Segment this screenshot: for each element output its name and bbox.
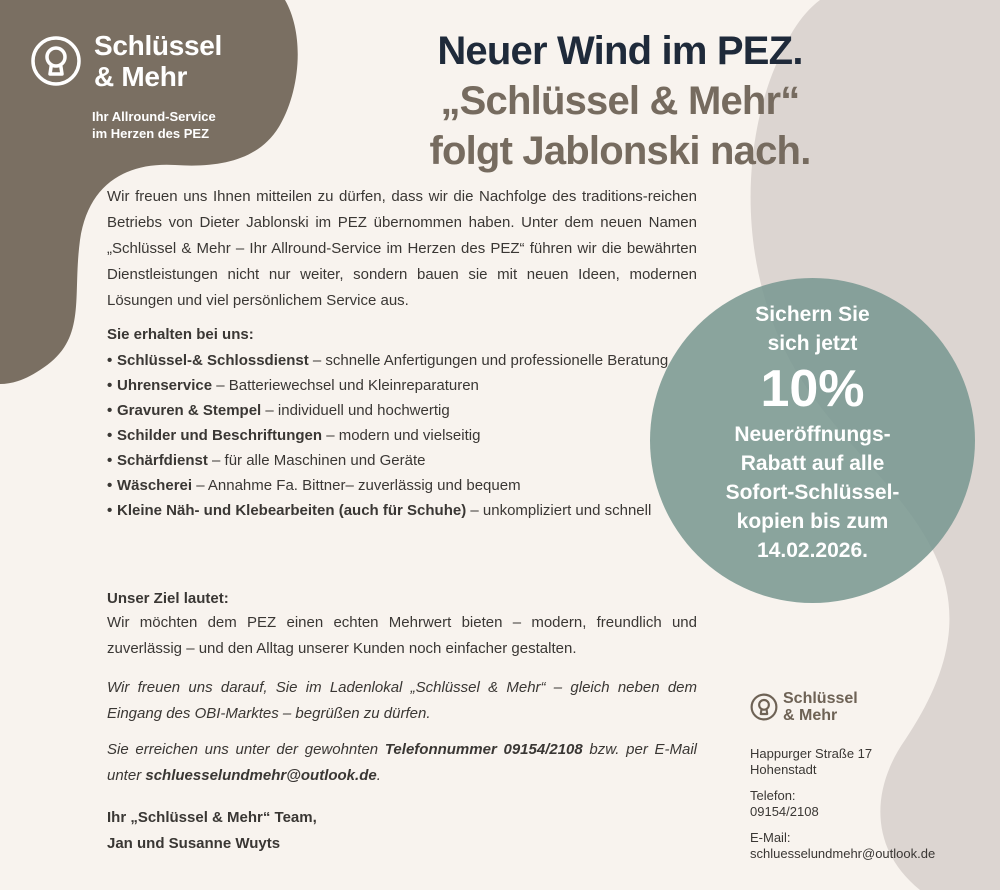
service-desc: – schnelle Anfertigungen und professionelle Beratung [308, 352, 669, 369]
brand-name-line2: & Mehr [94, 61, 188, 92]
promo-line6: kopien bis zum [736, 510, 889, 533]
contact-logo [750, 690, 990, 724]
promo-text [650, 300, 975, 565]
promo-line5: Sofort-Schlüssel- [725, 481, 900, 504]
headline-line3: folgt Jablonski nach. [429, 129, 811, 173]
reach-mid: bzw. per E-Mail unter [107, 741, 698, 784]
brand-tagline [92, 108, 270, 142]
headline-line2: „Schlüssel & Mehr“ [440, 79, 800, 123]
contact-street: Happurger Straße 17 [750, 746, 873, 761]
brand-logo [30, 30, 270, 142]
contact-block [750, 690, 990, 862]
reach-text [107, 737, 697, 789]
promo-line4: Rabatt auf alle [740, 452, 885, 475]
service-name: Schlüssel-& Schlossdienst [117, 352, 309, 369]
promo-circle [650, 278, 975, 603]
contact-brand-name [783, 690, 858, 724]
promo-line1: Sichern Sie [755, 303, 870, 326]
contact-email[interactable]: schluesselundmehr@outlook.de [750, 846, 936, 861]
service-item [107, 348, 707, 373]
reach-email: schluesselundmehr@outlook.de [145, 767, 377, 784]
service-desc: – individuell und hochwertig [261, 402, 450, 419]
promo-line3: Neueröffnungs- [734, 423, 891, 446]
service-item [107, 473, 707, 498]
promo-percent: 10% [760, 360, 865, 418]
reach-post: . [376, 767, 381, 784]
service-item [107, 398, 707, 423]
service-item [107, 423, 707, 448]
service-name: Schilder und Beschriftungen [117, 427, 323, 444]
keyhole-icon [750, 693, 778, 721]
signature-line1: Ihr „Schlüssel & Mehr“ Team, [107, 809, 317, 826]
service-desc: – Annahme Fa. Bittner– zuverlässig und bequem [192, 477, 521, 494]
brand-name-line1: Schlüssel [94, 30, 223, 61]
intro-paragraph: Wir freuen uns Ihnen mitteilen zu dürfen, dass wir die Nachfolge des traditions-reichen Betriebs von Dieter Jablonski im PEZ übernommen haben. Unter dem neuen Namen „Schlüssel & Mehr – Ihr Allround-Service im Herzen des PEZ“ führen wir die bewährten Dienstleistungen nicht nur weiter, sondern bauen sie mit neuen Ideen, modernen Lösungen und viel persönlichem Service aus. [107, 188, 697, 309]
goal-heading: Unser Ziel lautet: [107, 590, 229, 607]
contact-brand-line1: Schlüssel [783, 690, 858, 707]
service-desc: – für alle Maschinen und Geräte [207, 452, 426, 469]
service-item [107, 498, 707, 523]
service-name: Uhrenservice [117, 377, 213, 394]
contact-phone-label: Telefon: [750, 788, 796, 803]
signature [107, 805, 317, 857]
brand-name [94, 30, 222, 92]
contact-city: Hohenstadt [750, 762, 817, 777]
headline [340, 26, 900, 176]
contact-brand-line2: & Mehr [783, 707, 838, 724]
service-desc: – Batteriewechsel und Kleinreparaturen [212, 377, 479, 394]
service-desc: – unkompliziert und schnell [466, 502, 652, 519]
promo-line7: 14.02.2026. [757, 539, 868, 562]
service-item [107, 448, 707, 473]
keyhole-icon [30, 35, 82, 87]
headline-line1: Neuer Wind im PEZ. [437, 29, 803, 73]
promo-line2: sich jetzt [767, 332, 858, 355]
welcome-text: Wir freuen uns darauf, Sie im Ladenlokal „Schlüssel & Mehr“ – gleich neben dem Eingang des OBI-Marktes – begrüßen zu dürfen. [107, 679, 697, 722]
brand-tagline-line1: Ihr Allround-Service [92, 109, 216, 124]
service-name: Schärfdienst [117, 452, 208, 469]
service-name: Wäscherei [117, 477, 193, 494]
contact-email-label: E-Mail: [750, 830, 791, 845]
service-item [107, 373, 707, 398]
goal-text: Wir möchten dem PEZ einen echten Mehrwert bieten – modern, freundlich und zuverlässig – und den Alltag unserer Kunden noch einfacher gestalten. [107, 614, 697, 657]
reach-pre: Sie erreichen uns unter der gewohnten [107, 741, 385, 758]
reach-phone: Telefonnummer 09154/2108 [384, 741, 583, 758]
service-name: Kleine Näh- und Klebearbeiten (auch für Schuhe) [117, 502, 467, 519]
contact-phone[interactable]: 09154/2108 [750, 804, 819, 819]
service-name: Gravuren & Stempel [117, 402, 262, 419]
services-heading: Sie erhalten bei uns: [107, 326, 254, 343]
service-desc: – modern und vielseitig [322, 427, 481, 444]
brand-tagline-line2: im Herzen des PEZ [92, 126, 210, 141]
signature-line2: Jan und Susanne Wuyts [107, 835, 281, 852]
services-list [107, 348, 707, 523]
